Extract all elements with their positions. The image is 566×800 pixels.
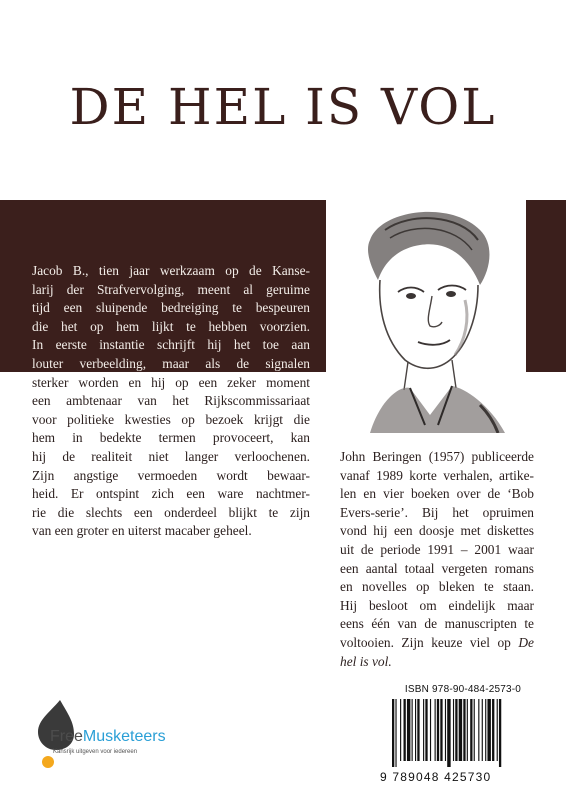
blurb-line: louter verbeelding, maar als de signalen — [32, 355, 310, 371]
barcode-bar — [497, 699, 498, 761]
barcode-bar — [412, 699, 413, 761]
bio-line: eens één van de manuscripten te — [340, 616, 534, 632]
barcode-bar — [423, 699, 424, 761]
barcode-bar — [470, 699, 472, 761]
barcode-bar — [478, 699, 479, 761]
barcode-bar — [395, 699, 396, 767]
blurb-line: Zijn angstige vermoeden wordt bewaar- — [32, 467, 310, 483]
barcode-bar — [463, 699, 465, 761]
isbn-label: ISBN 978-90-484-2573-0 — [404, 684, 522, 695]
blurb-line: van een groter en uiterst macaber geheel. — [32, 523, 252, 539]
barcode-digits: 9 789048 425730 — [380, 770, 492, 784]
barcode-bar — [485, 699, 486, 761]
barcode-bar — [407, 699, 410, 761]
publisher-name-musketeers: Musketeers — [82, 728, 166, 745]
blurb-line: voor politieke kwesties op bezoek krijgt die — [32, 411, 310, 427]
bio-line — [340, 634, 534, 653]
bio-line: len en vier boeken over de ‘Bob — [340, 486, 534, 502]
barcode-bar — [482, 699, 483, 761]
blurb-line: sterker worden en hij op een zeker moment — [32, 374, 310, 390]
isbn-barcode — [388, 699, 536, 767]
barcode-bar — [430, 699, 431, 761]
blurb-line: hem in bedekte termen provoceert, kan — [32, 430, 310, 446]
blurb-line: In eerste instantie schrijft hij het toe aan — [32, 337, 310, 353]
barcode-bar — [435, 699, 436, 761]
barcode-bar — [404, 699, 406, 761]
bio-line: vanaf 1989 korte verhalen, artike- — [340, 467, 534, 483]
book-blurb — [32, 262, 310, 541]
blurb-line: larij der Strafvervolging, meent al geruime — [32, 281, 310, 297]
blurb-line: heid. Er ontspint zich een ware nachtmer- — [32, 486, 310, 502]
barcode-bar — [440, 699, 442, 761]
bio-line: John Beringen (1957) publiceerde — [340, 449, 534, 464]
publisher-name — [50, 728, 166, 746]
dark-band-right — [526, 200, 566, 372]
blurb-line: hij de realiteit niet langer verloochenen. — [32, 448, 310, 464]
blurb-line: een ambtenaar van het Rijkscommissariaat — [32, 393, 310, 409]
barcode-bar — [425, 699, 427, 761]
book-title: DE HEL IS VOL — [69, 78, 497, 136]
bio-line: uit de periode 1991 – 2001 waar — [340, 541, 534, 557]
barcode-bar — [447, 699, 450, 767]
barcode-bar — [453, 699, 454, 761]
barcode-bar — [417, 699, 419, 761]
barcode-bar — [415, 699, 416, 761]
bio-line: Hij besloot om eindelijk maar — [340, 597, 534, 613]
blurb-line: die het op hem lijkt te hebben voorzien. — [32, 318, 310, 334]
bio-line: en novelles op bleken te staan. — [340, 579, 534, 595]
bio-line-text: voltooien. Zijn keuze viel op — [340, 634, 511, 650]
barcode-bar — [445, 699, 446, 761]
barcode-bar — [499, 699, 501, 767]
bio-line — [340, 653, 534, 672]
barcode-bar — [459, 699, 462, 761]
bio-line: Evers-serie’. Bij het opruimen — [340, 504, 534, 520]
author-portrait-sketch — [330, 200, 524, 433]
barcode-bar — [392, 699, 394, 767]
bio-line: vond hij een doosje met diskettes — [340, 523, 534, 539]
blurb-line: tijd een sluipende bedreiging te bespeuren — [32, 300, 310, 316]
publisher-tagline: Kansrijk uitgeven voor iedereen — [53, 749, 138, 755]
bio-italic-title-start: De — [518, 634, 535, 650]
author-bio — [340, 448, 534, 671]
barcode-bar — [467, 699, 468, 761]
barcode-bar — [455, 699, 457, 761]
barcode-bar — [400, 699, 401, 761]
barcode-bar — [492, 699, 494, 761]
publisher-name-free: Free — [50, 728, 83, 745]
blurb-line: Jacob B., tien jaar werkzaam op de Kanse- — [32, 263, 310, 278]
barcode-bar — [437, 699, 439, 761]
bio-line: een aantal totaal vergeten romans — [340, 560, 534, 576]
blurb-line: rie die slechts een onderdeel blijkt te zijn — [32, 504, 310, 520]
barcode-bar — [487, 699, 490, 761]
barcode-bar — [474, 699, 475, 761]
bio-italic-title-end: hel is vol. — [340, 653, 392, 669]
